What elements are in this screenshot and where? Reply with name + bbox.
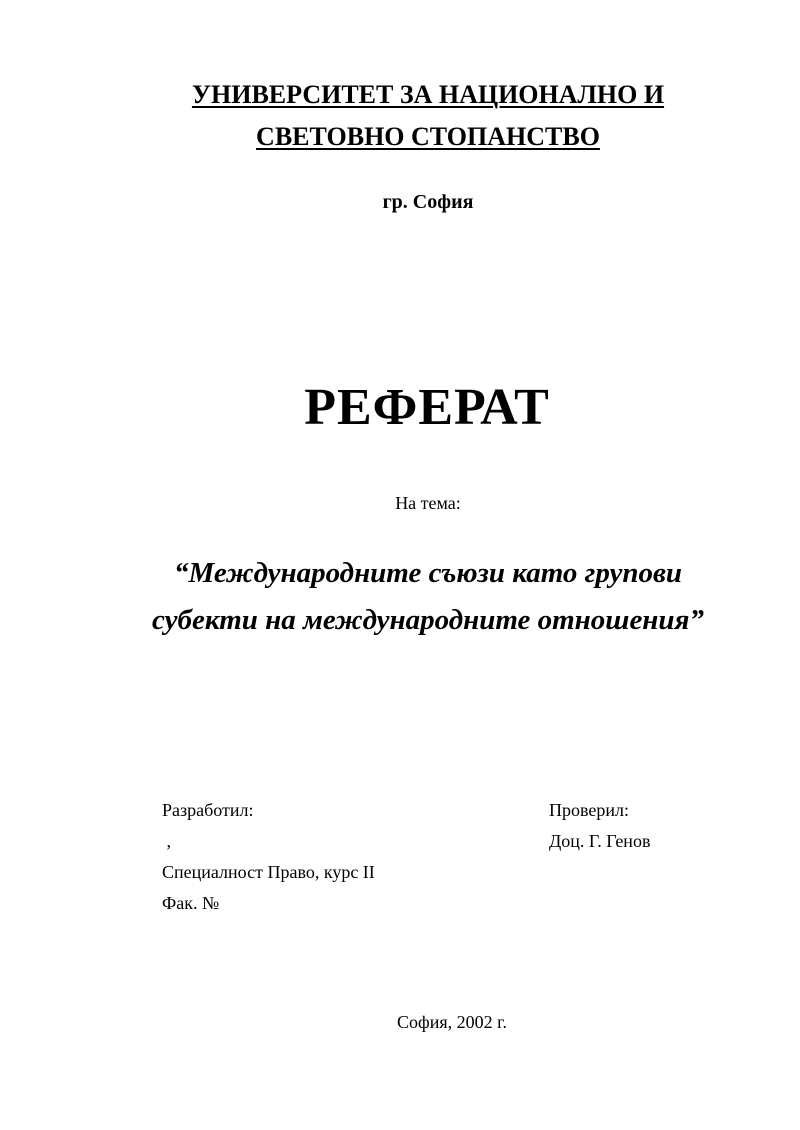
author-faculty-number: Фак. № <box>162 893 220 913</box>
author-name: , <box>162 831 171 851</box>
topic-title <box>0 550 800 644</box>
author-label: Разработил: <box>162 800 254 820</box>
topic-title-line-2: субекти на международните отношения” <box>152 604 704 636</box>
city-label: гр. София <box>382 191 474 213</box>
topic-title-line-1: “Международните съюзи като групови <box>173 557 683 589</box>
university-name <box>0 74 800 158</box>
author-block <box>162 795 375 919</box>
document-type-heading: РЕФЕРАТ <box>304 379 550 436</box>
author-specialty: Специалност Право, курс II <box>162 862 375 882</box>
university-name-line-2: СВЕТОВНО СТОПАНСТВО <box>256 122 600 151</box>
checker-name: Доц. Г. Генов <box>549 831 651 851</box>
university-name-line-1: УНИВЕРСИТЕТ ЗА НАЦИОНАЛНО И <box>191 80 665 109</box>
place-and-year: София, 2002 г. <box>397 1012 507 1032</box>
topic-label: На тема: <box>395 493 461 513</box>
checker-block <box>549 795 650 857</box>
checker-label: Проверил: <box>549 800 629 820</box>
